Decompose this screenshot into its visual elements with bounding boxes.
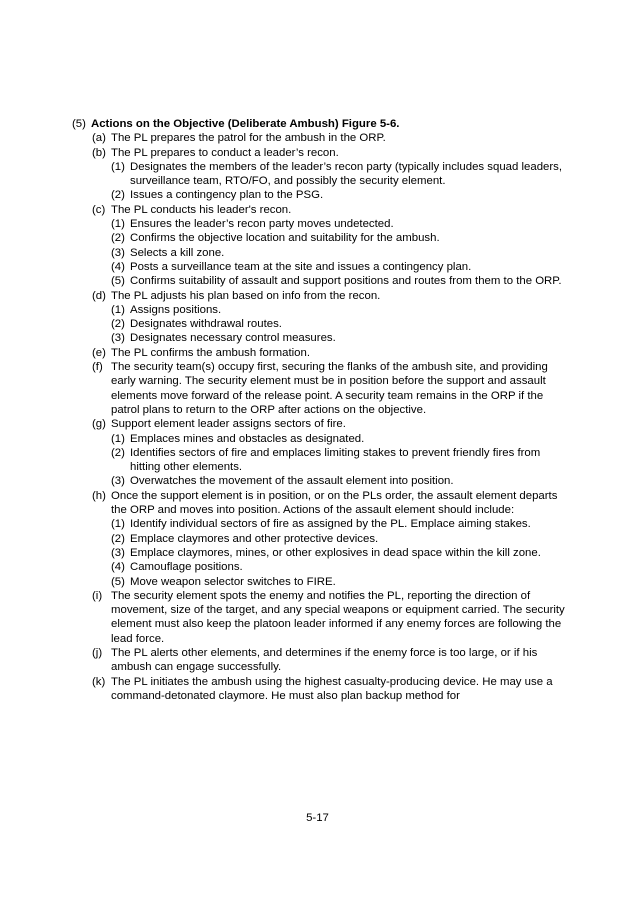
- list-item: [92, 360, 567, 417]
- sub-list-item: [111, 532, 567, 546]
- sub-list-item-text: Emplace claymores, mines, or other explosives in dead space within the kill zone.: [130, 546, 541, 559]
- sub-list-item-text: Camouflage positions.: [130, 561, 243, 574]
- sub-list-item: [111, 432, 567, 446]
- sub-list-item-label: (3): [111, 475, 125, 488]
- sub-list-item-label: (5): [111, 275, 125, 288]
- sub-list-item-text: Assigns positions.: [130, 303, 222, 316]
- sub-list-item-label: (2): [111, 232, 125, 245]
- list-item-label: (a): [92, 132, 106, 145]
- sub-list-item-label: (1): [111, 218, 125, 231]
- list-item-text: The PL prepares to conduct a leader’s recon.: [111, 146, 339, 159]
- list-item-label: (b): [92, 146, 106, 159]
- sub-list-item-text: Emplace claymores and other protective devices.: [130, 532, 379, 545]
- sub-list-item: [111, 446, 567, 475]
- list-item-text: Support element leader assigns sectors of fire.: [111, 418, 346, 431]
- list-item-text: The security element spots the enemy and notifies the PL, reporting the direction of movement, size of the target, and any special weapons or equipment carried. The security element must also keep the platoon leader informed if any enemy forces are following the lead force.: [111, 589, 565, 645]
- list-item: [92, 146, 567, 160]
- list-item-label: (i): [92, 589, 103, 602]
- list-item-label: (j): [92, 646, 103, 659]
- section-label: (5): [72, 118, 86, 130]
- sub-list-item-label: (2): [111, 446, 125, 459]
- list-item: [92, 675, 567, 704]
- sub-list-item-label: (2): [111, 318, 125, 331]
- sub-list-item: [111, 274, 567, 288]
- sub-list-item-label: (3): [111, 332, 125, 345]
- sub-list-item: [111, 331, 567, 345]
- list-item: [92, 589, 567, 646]
- list-item-text: The PL conducts his leader's recon.: [111, 203, 292, 216]
- sub-list-item: [111, 188, 567, 202]
- sub-list-item: [111, 474, 567, 488]
- list-item: [92, 203, 567, 217]
- sub-list-item: [111, 575, 567, 589]
- list-item-label: (f): [92, 361, 103, 374]
- sub-list-item-label: (2): [111, 189, 125, 202]
- list-item-label: (e): [92, 346, 106, 359]
- sub-list-item-text: Overwatches the movement of the assault element into position.: [130, 475, 454, 488]
- list-item: [92, 289, 567, 303]
- list-item-text: Once the support element is in position, or on the PLs order, the assault element departs the ORP and moves into position. Actions of the assault element should include:: [111, 489, 558, 517]
- sub-list-item-label: (4): [111, 260, 125, 273]
- document-body: [72, 117, 567, 703]
- list-item-label: (c): [92, 203, 106, 216]
- sub-list-item: [111, 517, 567, 531]
- section-heading: [72, 117, 567, 131]
- list-item-label: (g): [92, 418, 106, 431]
- sub-list-item-label: (1): [111, 518, 125, 531]
- sub-list-item-label: (2): [111, 532, 125, 545]
- sub-list-item-text: Selects a kill zone.: [130, 246, 225, 259]
- sub-list-item-label: (5): [111, 575, 125, 588]
- page-number: 5-17: [306, 812, 329, 824]
- sub-list-item-label: (1): [111, 160, 125, 173]
- sub-list-item-text: Confirms suitability of assault and support positions and routes from them to the ORP.: [130, 275, 562, 288]
- list-item-text: The security team(s) occupy first, securing the flanks of the ambush site, and providing early warning. The security element must be in position before the support and assault elements move forward of the release point. A security team remains in the ORP if the patrol plans to return to the ORP after actions on the objective.: [111, 361, 548, 416]
- list-item-text: The PL adjusts his plan based on info from the recon.: [111, 289, 381, 302]
- sub-list-item-text: Issues a contingency plan to the PSG.: [130, 189, 324, 202]
- list-item: [92, 346, 567, 360]
- sub-list-item-label: (3): [111, 546, 125, 559]
- sub-list-item: [111, 560, 567, 574]
- list-item: [92, 131, 567, 145]
- sub-list-item-text: Designates withdrawal routes.: [130, 318, 282, 331]
- list-item-label: (k): [92, 675, 106, 688]
- sub-list-item-label: (4): [111, 561, 125, 574]
- list-item-text: The PL initiates the ambush using the highest casualty-producing device. He may use a command-detonated claymore. He must also plan backup method for: [111, 675, 553, 702]
- sub-list-item-text: Move weapon selector switches to FIRE.: [130, 575, 336, 588]
- list-item-text: The PL confirms the ambush formation.: [111, 346, 311, 359]
- sub-list-item: [111, 546, 567, 560]
- list-item-text: The PL prepares the patrol for the ambush in the ORP.: [111, 132, 386, 145]
- section-title: Actions on the Objective (Deliberate Ambush) Figure 5-6.: [91, 118, 400, 130]
- list-item-label: (h): [92, 489, 106, 502]
- sub-list-item-text: Identifies sectors of fire and emplaces limiting stakes to prevent friendly fires from hitting other elements.: [130, 446, 541, 474]
- sub-list-item: [111, 303, 567, 317]
- sub-list-item: [111, 160, 567, 189]
- sub-list-item-text: Posts a surveillance team at the site and issues a contingency plan.: [130, 260, 472, 273]
- sub-list-item: [111, 317, 567, 331]
- sub-list-item-label: (3): [111, 246, 125, 259]
- list-item: [92, 417, 567, 431]
- list-item: [92, 489, 567, 518]
- list-item: [92, 646, 567, 675]
- sub-list-item-label: (1): [111, 303, 125, 316]
- sub-list-item: [111, 246, 567, 260]
- sub-list-item-text: Identify individual sectors of fire as assigned by the PL. Emplace aiming stakes.: [130, 518, 531, 531]
- sub-list-item-text: Designates necessary control measures.: [130, 332, 336, 345]
- sub-list-item-text: Confirms the objective location and suitability for the ambush.: [130, 232, 440, 245]
- list-item-text: The PL alerts other elements, and determines if the enemy force is too large, or if his ambush can engage successfully.: [111, 646, 538, 674]
- sub-list-item-text: Emplaces mines and obstacles as designated.: [130, 432, 365, 445]
- list-item-label: (d): [92, 289, 106, 302]
- sub-list-item: [111, 260, 567, 274]
- sub-list-item-text: Designates the members of the leader’s recon party (typically includes squad leaders, surveillance team, RTO/FO, and possibly the security element.: [130, 160, 563, 188]
- sub-list-item: [111, 217, 567, 231]
- sub-list-item-label: (1): [111, 432, 125, 445]
- sub-list-item-text: Ensures the leader’s recon party moves undetected.: [130, 218, 394, 231]
- sub-list-item: [111, 231, 567, 245]
